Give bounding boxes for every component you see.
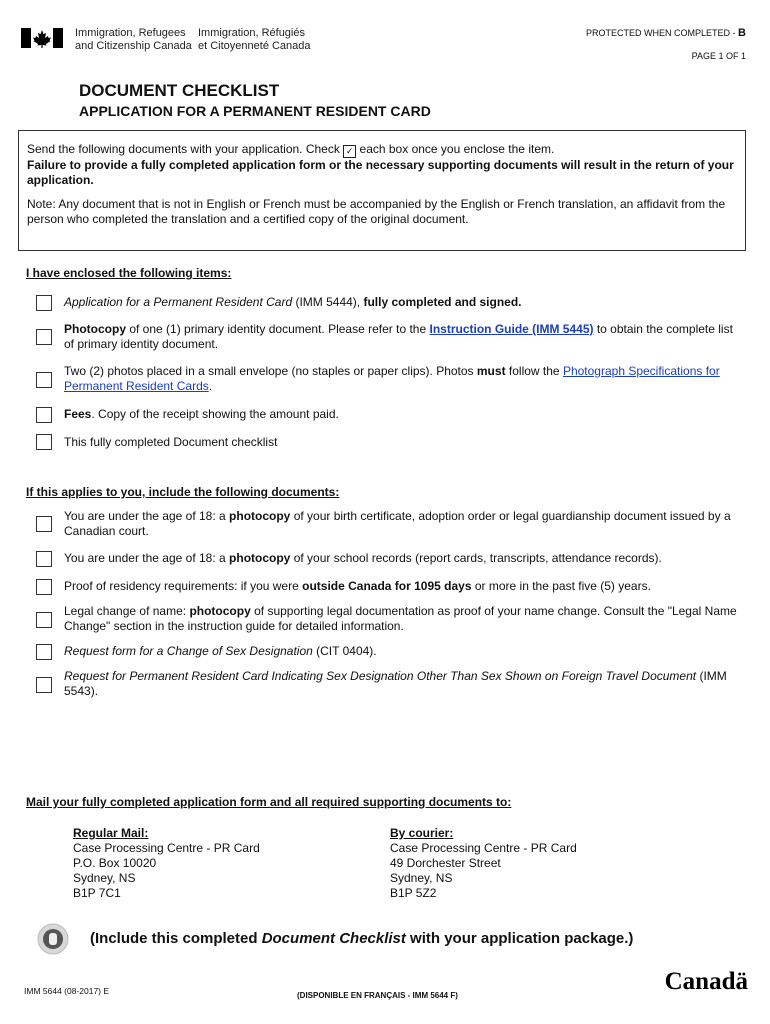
- item-sex-designation: Request form for a Change of Sex Designation (CIT 0404).: [64, 644, 377, 658]
- item-school-records: You are under the age of 18: a photocopy of your school records (report cards, transcripts, attendance records).: [64, 551, 662, 565]
- photo-specs-link[interactable]: Photograph Specifications for Permanent Resident Cards: [64, 364, 720, 393]
- mail-heading: Mail your fully completed application form and all required supporting documents to:: [26, 795, 512, 809]
- checkbox-fees[interactable]: [36, 407, 52, 423]
- item-photos: Two (2) photos placed in a small envelope (no staples or paper clips). Photos must follow the Photograph Specifications for Permanent Resident Cards.: [64, 364, 720, 393]
- department-name-fr: Immigration, Réfugiés et Citoyenneté Canada: [198, 27, 311, 52]
- courier-address: By courier: Case Processing Centre - PR Card 49 Dorchester Street Sydney, NS B1P 5Z2: [390, 826, 577, 900]
- instruction-guide-link[interactable]: Instruction Guide (IMM 5445): [429, 322, 594, 336]
- canada-wordmark: Canadä: [664, 968, 748, 995]
- item-document-checklist: This fully completed Document checklist: [64, 435, 278, 449]
- include-checklist-note: (Include this completed Document Checklist with your application package.): [90, 930, 634, 947]
- page-number: PAGE 1 OF 1: [691, 51, 746, 61]
- checkbox-identity-document[interactable]: [36, 329, 52, 345]
- checkbox-birth-certificate[interactable]: [36, 516, 52, 532]
- checkbox-foreign-travel-document[interactable]: [36, 677, 52, 693]
- item-foreign-travel-document: Request for Permanent Resident Card Indicating Sex Designation Other Than Sex Shown on Foreign Travel Document (IMM 5543).: [64, 669, 727, 698]
- checkmark-icon: ✓: [343, 145, 356, 158]
- checkbox-document-checklist[interactable]: [36, 434, 52, 450]
- checkbox-application-form[interactable]: [36, 295, 52, 311]
- protected-label: PROTECTED WHEN COMPLETED - B: [586, 27, 746, 39]
- checkbox-sex-designation[interactable]: [36, 644, 52, 660]
- item-fees: Fees. Copy of the receipt showing the amount paid.: [64, 407, 339, 421]
- page-subtitle: APPLICATION FOR A PERMANENT RESIDENT CARD: [79, 103, 431, 119]
- regular-mail-address: Regular Mail: Case Processing Centre - PR Card P.O. Box 10020 Sydney, NS B1P 7C1: [73, 826, 260, 900]
- department-name-en: Immigration, Refugees and Citizenship Canada: [75, 27, 192, 52]
- canada-flag-icon: [21, 28, 63, 48]
- item-identity-document: Photocopy of one (1) primary identity document. Please refer to the Instruction Guide (IMM 5445) to obtain the complete list of primary identity document.: [64, 322, 733, 351]
- item-name-change: Legal change of name: photocopy of supporting legal documentation as proof of your name change. Consult the "Legal Name Change" section in the instruction guide for detailed information.: [64, 604, 737, 633]
- instructions-box: Send the following documents with your application. Check ✓ each box once you enclose the item. Failure to provide a fully completed application form or the necessary supporting documents will result in the return of your application. Note: Any document that is not in English or French must be accompanied by the English or French translation, an affidavit from the person who completed the translation and a certified copy of the original document.: [18, 130, 746, 251]
- checkbox-residency[interactable]: [36, 579, 52, 595]
- seal-icon: [37, 923, 69, 955]
- item-residency: Proof of residency requirements: if you were outside Canada for 1095 days or more in the past five (5) years.: [64, 579, 651, 593]
- checkbox-photos[interactable]: [36, 372, 52, 388]
- page-title: DOCUMENT CHECKLIST: [79, 81, 280, 100]
- warning-text: Failure to provide a fully completed application form or the necessary supporting documents will result in the return of your application.: [27, 158, 734, 187]
- checkbox-school-records[interactable]: [36, 551, 52, 567]
- item-application-form: Application for a Permanent Resident Card (IMM 5444), fully completed and signed.: [64, 295, 522, 309]
- section-enclosed-heading: I have enclosed the following items:: [26, 266, 232, 280]
- form-code: IMM 5644 (08-2017) E: [24, 986, 110, 996]
- translation-note: Note: Any document that is not in English or French must be accompanied by the English or French translation, an affidavit from the person who completed the translation and a certified copy of the original document.: [27, 197, 726, 226]
- checkbox-name-change[interactable]: [36, 612, 52, 628]
- french-availability: (DISPONIBLE EN FRANÇAIS - IMM 5644 F): [297, 991, 458, 1000]
- section-conditional-heading: If this applies to you, include the following documents:: [26, 485, 340, 499]
- item-birth-certificate: You are under the age of 18: a photocopy of your birth certificate, adoption order or legal guardianship document issued by a Canadian court.: [64, 509, 731, 538]
